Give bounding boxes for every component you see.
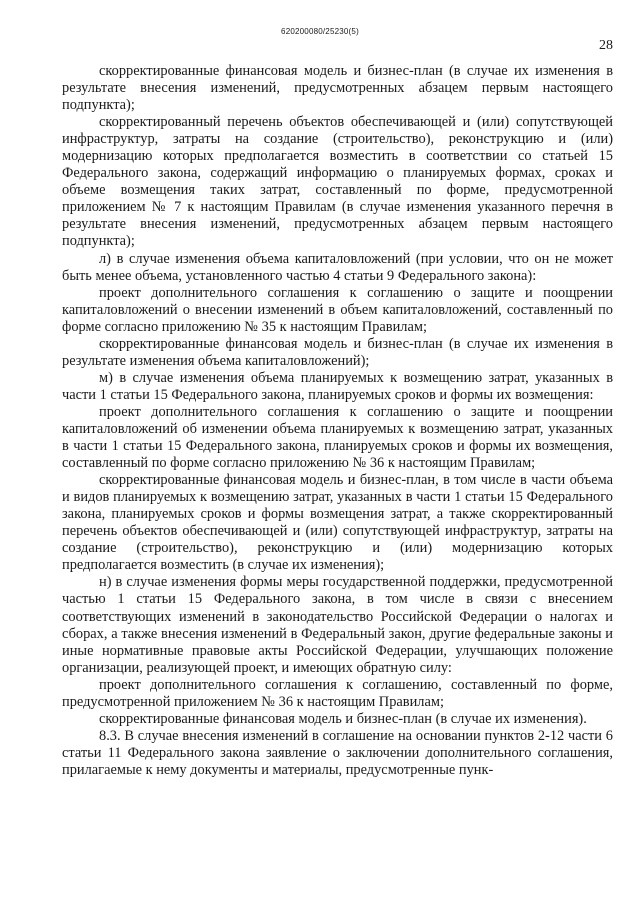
paragraph: н) в случае изменения формы меры государственной поддержки, предусмотренной частью 1 статьи 15 Федерального закона, в том числе в связи с внесением соответствующих изменений в законодательство Российской Федерации о налогах и сборах, а также внесения изменений в Федеральный закон, другие федеральные законы и иные нормативные правовые акты Российской Федерации, улучшающих положение организации, реализующей проект, и имеющих обратную силу:	[62, 574, 613, 676]
paragraph: скорректированные финансовая модель и бизнес-план (в случае их изменения в результате изменения объема капиталовложений);	[62, 335, 613, 369]
paragraph: проект дополнительного соглашения к соглашению о защите и поощрении капиталовложений о внесении изменений в объем капиталовложений, составленный по форме согласно приложению № 35 к настоящим Правилам;	[62, 284, 613, 335]
paragraph: скорректированные финансовая модель и бизнес-план (в случае их изменения в результате внесения изменений, предусмотренных абзацем первым настоящего подпункта);	[62, 63, 613, 114]
paragraph: скорректированные финансовая модель и бизнес-план, в том числе в части объема и видов планируемых к возмещению затрат, указанных в части 1 статьи 15 Федерального закона, планируемых сроков и формы возмещения затрат, а также скорректированный перечень объектов обеспечивающей и (или) сопутствующей инфраструктур, затраты на создание (строительство), реконструкцию и (или) модернизацию которых предполагается возместить (в случае их изменения);	[62, 472, 613, 574]
page-number: 28	[599, 38, 613, 53]
paragraph: 8.3. В случае внесения изменений в соглашение на основании пунктов 2-12 части 6 статьи 11 Федерального закона заявление о заключении дополнительного соглашения, прилагаемые к нему документы и материалы, предусмотренные пунк-	[62, 727, 613, 778]
paragraph: проект дополнительного соглашения к соглашению о защите и поощрении капиталовложений об изменении объема планируемых к возмещению затрат, указанных в части 1 статьи 15 Федерального закона, планируемых сроков и формы их возмещения, составленный по форме согласно приложению № 36 к настоящим Правилам;	[62, 403, 613, 472]
paragraph: скорректированные финансовая модель и бизнес-план (в случае их изменения).	[99, 710, 587, 727]
document-body	[62, 63, 613, 779]
document-code: 620200080/25230(5)	[281, 27, 359, 36]
paragraph: проект дополнительного соглашения к соглашению, составленный по форме, предусмотренной приложением № 36 к настоящим Правилам;	[62, 676, 613, 710]
paragraph: л) в случае изменения объема капиталовложений (при условии, что он не может быть менее объема, установленного частью 4 статьи 9 Федерального закона):	[62, 250, 613, 284]
paragraph: м) в случае изменения объема планируемых к возмещению затрат, указанных в части 1 статьи 15 Федерального закона, планируемых сроков и формы их возмещения:	[62, 369, 613, 403]
paragraph: скорректированный перечень объектов обеспечивающей и (или) сопутствующей инфраструктур, затраты на создание (строительство), реконструкцию и (или) модернизацию которых предполагается возместить в соответствии со статьей 15 Федерального закона, содержащий информацию о планируемых формах, сроках и объеме возмещения таких затрат, составленный по форме, предусмотренной приложением № 7 к настоящим Правилам (в случае изменения указанного перечня в результате внесения изменений, предусмотренных абзацем первым настоящего подпункта);	[62, 114, 613, 250]
